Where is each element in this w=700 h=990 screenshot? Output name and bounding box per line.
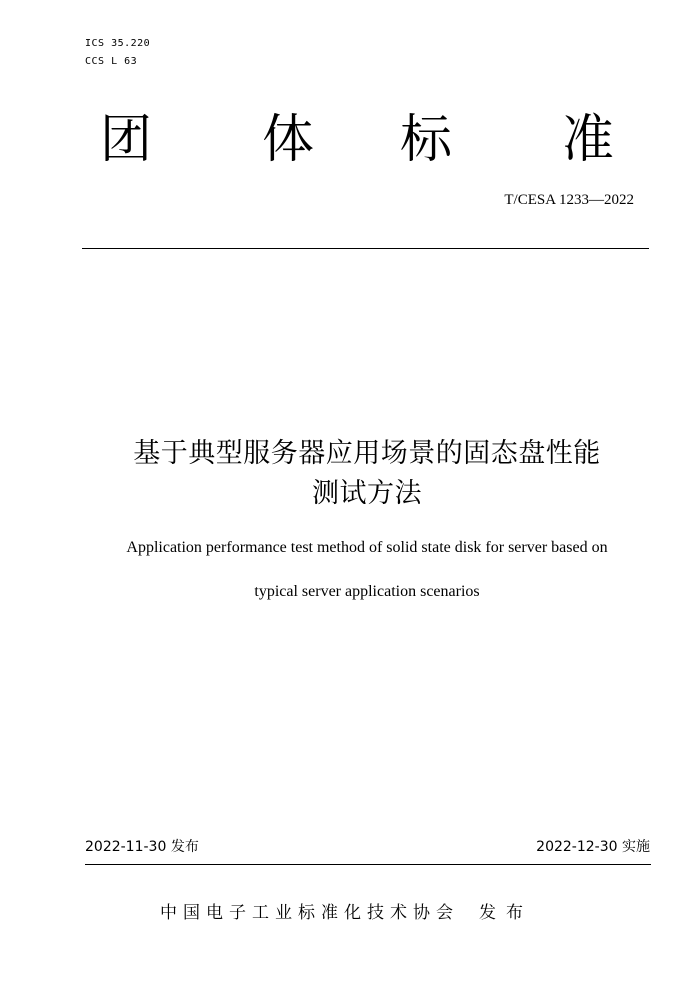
title-chinese-line-2: 测试方法 <box>312 478 422 509</box>
publish-date-value: 2022-11-30 <box>85 839 167 855</box>
implement-date-value: 2022-12-30 <box>536 839 618 855</box>
standard-type-char-3: 标 <box>400 110 453 170</box>
ccs-code: CCS L 63 <box>85 56 138 67</box>
standard-type-char-4: 准 <box>562 110 615 170</box>
standard-type-char-2: 体 <box>262 110 315 170</box>
bottom-divider <box>85 864 651 865</box>
title-english-line-2: typical server application scenarios <box>254 583 480 600</box>
ics-code: ICS 35.220 <box>85 38 151 49</box>
implement-date-label: 实施 <box>622 839 650 855</box>
publish-date-label: 发布 <box>170 839 199 855</box>
publish-word: 发布 <box>479 903 533 923</box>
top-divider <box>82 248 649 249</box>
standard-code: T/CESA 1233—2022 <box>504 192 634 208</box>
publisher-name: 中国电子工业标准化技术协会 <box>160 903 459 923</box>
publish-date <box>85 838 199 856</box>
standard-type-char-1: 团 <box>100 110 153 170</box>
publisher-line <box>160 902 533 924</box>
title-english-line-1: Application performance test method of solid state disk for server based on <box>126 539 608 556</box>
title-chinese-line-1: 基于典型服务器应用场景的固态盘性能 <box>133 438 601 469</box>
implement-date <box>536 838 650 856</box>
